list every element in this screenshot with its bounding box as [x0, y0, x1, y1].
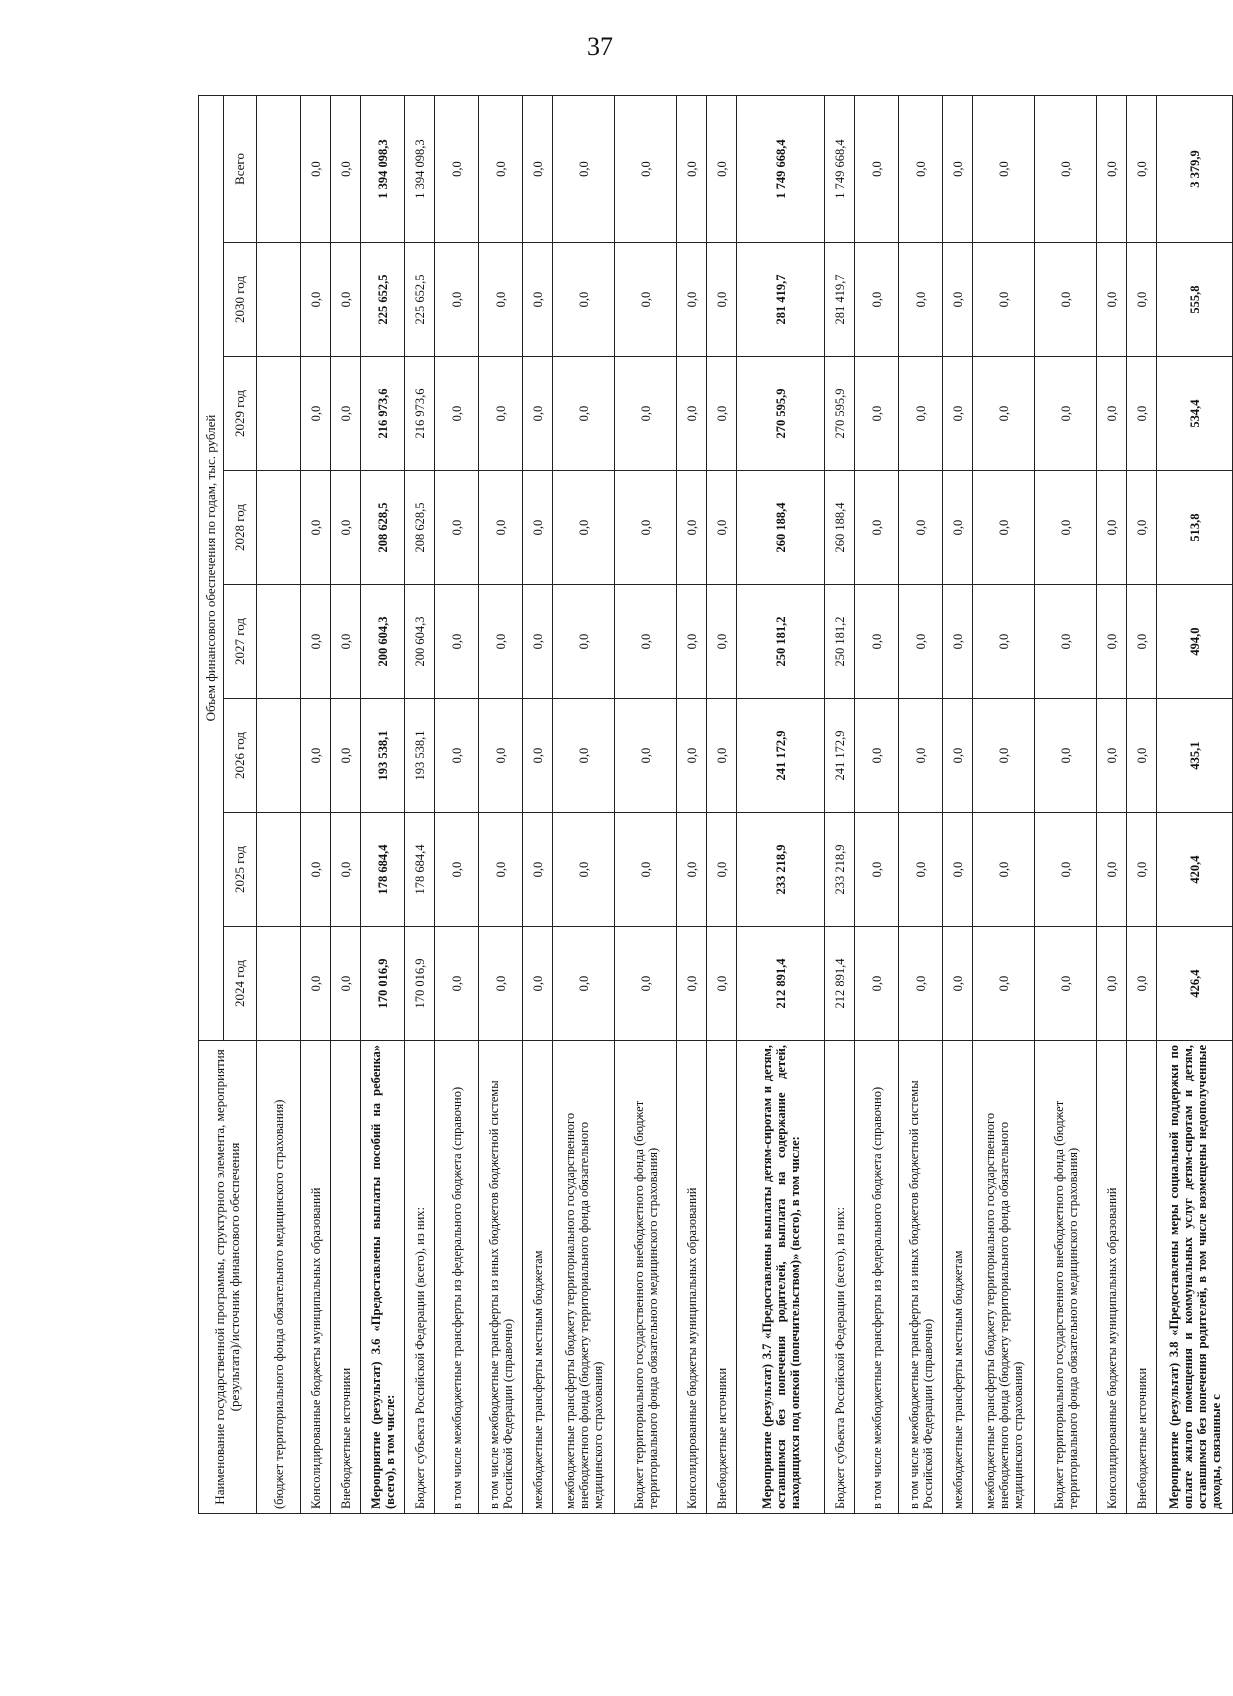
row-label: Бюджет территориального государственного внебюджетного фонда (бюджет территориального фонда обязательного медицинского страхования): [1035, 1041, 1097, 1514]
row-value: 0,0: [301, 927, 331, 1041]
row-value: 0,0: [1097, 813, 1127, 927]
table-row: [1035, 95, 1097, 1513]
row-value: 0,0: [331, 699, 361, 813]
table-row: [899, 95, 943, 1513]
row-value: 0,0: [435, 927, 479, 1041]
row-label: межбюджетные трансферты бюджету территориального государственного внебюджетного фонда (бюджету территориального фонда обязательного медицинского страхования): [973, 1041, 1035, 1514]
table-row: [615, 95, 677, 1513]
row-value: 0,0: [523, 927, 553, 1041]
row-value: 0,0: [331, 813, 361, 927]
row-label: Бюджет субъекта Российской Федерации (всего), из них:: [825, 1041, 855, 1514]
row-value: 0,0: [899, 699, 943, 813]
row-value: 0,0: [943, 585, 973, 699]
table-row: [1127, 95, 1157, 1513]
row-value: 0,0: [301, 585, 331, 699]
row-value: 0,0: [479, 95, 523, 242]
row-value: 0,0: [899, 95, 943, 242]
row-value: 0,0: [1097, 471, 1127, 585]
row-label: в том числе межбюджетные трансферты из федерального бюджета (справочно): [855, 1041, 899, 1514]
row-value: 0,0: [615, 471, 677, 585]
table-row: [855, 95, 899, 1513]
table-row: [435, 95, 479, 1513]
row-value: 0,0: [1127, 95, 1157, 242]
row-value: 1 749 668,4: [825, 95, 855, 242]
row-label: Консолидированные бюджеты муниципальных образований: [1097, 1041, 1127, 1514]
row-value: 0,0: [1035, 357, 1097, 471]
row-value: 281 419,7: [825, 243, 855, 357]
row-value: 0,0: [1127, 357, 1157, 471]
row-value: 260 188,4: [825, 471, 855, 585]
row-value: 208 628,5: [361, 471, 405, 585]
row-label: Мероприятие (результат) 3.6 «Предоставлены выплаты пособий на ребенка» (всего), в том числе:: [361, 1041, 405, 1514]
row-value: 200 604,3: [405, 585, 435, 699]
table-row: [737, 95, 825, 1513]
row-value: 0,0: [1035, 813, 1097, 927]
header-year: 2030 год: [224, 243, 257, 357]
row-value: 270 595,9: [825, 357, 855, 471]
row-value: 0,0: [899, 927, 943, 1041]
header-year: 2027 год: [224, 585, 257, 699]
row-value: 0,0: [435, 471, 479, 585]
row-value: 0,0: [301, 699, 331, 813]
row-value: 0,0: [331, 585, 361, 699]
row-value: 0,0: [1097, 585, 1127, 699]
row-value: 0,0: [973, 357, 1035, 471]
table-row: [943, 95, 973, 1513]
row-label: Консолидированные бюджеты муниципальных образований: [677, 1041, 707, 1514]
row-value: 0,0: [943, 95, 973, 242]
row-value: 0,0: [943, 927, 973, 1041]
row-value: 0,0: [943, 357, 973, 471]
row-value: 0,0: [1127, 585, 1157, 699]
row-value: 0,0: [899, 357, 943, 471]
row-value: 0,0: [553, 585, 615, 699]
row-value: 225 652,5: [361, 243, 405, 357]
row-value: 0,0: [301, 813, 331, 927]
row-value: 0,0: [523, 95, 553, 242]
row-value: 0,0: [899, 813, 943, 927]
row-value: 0,0: [677, 813, 707, 927]
row-value: 0,0: [615, 699, 677, 813]
row-value: 426,4: [1157, 927, 1233, 1041]
row-value: 0,0: [973, 813, 1035, 927]
row-value: 0,0: [479, 471, 523, 585]
row-value: 0,0: [479, 813, 523, 927]
row-value: 0,0: [1127, 813, 1157, 927]
row-value: 0,0: [523, 585, 553, 699]
row-value: 212 891,4: [825, 927, 855, 1041]
rotated-table-frame: [198, 96, 1223, 1514]
row-value: 0,0: [435, 243, 479, 357]
row-label: Внебюджетные источники: [1127, 1041, 1157, 1514]
row-value: [257, 927, 301, 1041]
row-value: 0,0: [973, 927, 1035, 1041]
budget-table: [198, 95, 1233, 1514]
row-value: 435,1: [1157, 699, 1233, 813]
row-value: 241 172,9: [825, 699, 855, 813]
row-value: 0,0: [943, 471, 973, 585]
row-value: 233 218,9: [825, 813, 855, 927]
row-label: в том числе межбюджетные трансферты из иных бюджетов бюджетной системы Российской Федерации (справочно): [479, 1041, 523, 1514]
row-value: 0,0: [615, 95, 677, 242]
row-value: 0,0: [553, 357, 615, 471]
row-value: 0,0: [943, 243, 973, 357]
row-value: 0,0: [1097, 95, 1127, 242]
row-value: 0,0: [1035, 585, 1097, 699]
row-value: 420,4: [1157, 813, 1233, 927]
header-year: 2028 год: [224, 471, 257, 585]
row-value: 0,0: [331, 927, 361, 1041]
header-name-column: Наименование государственной программы, структурного элемента, мероприятия (результата)/источник финансового обеспечения: [199, 1041, 257, 1514]
row-value: 0,0: [301, 357, 331, 471]
row-value: 1 394 098,3: [405, 95, 435, 242]
row-value: 0,0: [615, 585, 677, 699]
row-label: Внебюджетные источники: [331, 1041, 361, 1514]
row-value: 0,0: [1035, 699, 1097, 813]
row-value: 0,0: [677, 585, 707, 699]
row-value: 0,0: [523, 699, 553, 813]
table-row: [553, 95, 615, 1513]
row-value: 0,0: [707, 585, 737, 699]
row-value: 0,0: [707, 357, 737, 471]
row-value: 0,0: [899, 243, 943, 357]
row-value: 0,0: [331, 471, 361, 585]
row-value: 200 604,3: [361, 585, 405, 699]
table-body: [257, 95, 1233, 1513]
row-value: 0,0: [435, 813, 479, 927]
row-label: Мероприятие (результат) 3.7 «Предоставлены выплаты детям-сиротам и детям, оставшимся без попечения родителей, выплата на содержание детей, находящихся под опекой (попечительством)» (всего), в том числе:: [737, 1041, 825, 1514]
row-value: 0,0: [855, 95, 899, 242]
row-value: 0,0: [435, 699, 479, 813]
row-value: 0,0: [677, 357, 707, 471]
row-value: 250 181,2: [825, 585, 855, 699]
row-value: [257, 95, 301, 242]
row-value: 534,4: [1157, 357, 1233, 471]
row-value: 0,0: [1035, 927, 1097, 1041]
row-value: 216 973,6: [405, 357, 435, 471]
row-label: межбюджетные трансферты местным бюджетам: [523, 1041, 553, 1514]
row-value: 0,0: [1035, 95, 1097, 242]
row-value: 0,0: [1127, 699, 1157, 813]
row-value: [257, 471, 301, 585]
row-value: 0,0: [677, 95, 707, 242]
row-value: 0,0: [615, 357, 677, 471]
row-value: 0,0: [1127, 243, 1157, 357]
row-value: 0,0: [479, 243, 523, 357]
row-value: 0,0: [677, 927, 707, 1041]
header-volume: Объем финансового обеспечения по годам, тыс. рублей: [199, 95, 224, 1040]
row-value: 170 016,9: [361, 927, 405, 1041]
row-label: в том числе межбюджетные трансферты из федерального бюджета (справочно): [435, 1041, 479, 1514]
row-value: 0,0: [331, 95, 361, 242]
row-value: 0,0: [1035, 471, 1097, 585]
table-row: [257, 95, 301, 1513]
row-value: 0,0: [707, 927, 737, 1041]
row-value: 513,8: [1157, 471, 1233, 585]
row-value: 193 538,1: [405, 699, 435, 813]
table-row: [479, 95, 523, 1513]
row-value: 0,0: [553, 813, 615, 927]
table-row: [707, 95, 737, 1513]
row-label: (бюджет территориального фонда обязательного медицинского страхования): [257, 1041, 301, 1514]
row-value: 0,0: [707, 699, 737, 813]
row-value: 0,0: [523, 813, 553, 927]
row-value: 0,0: [479, 927, 523, 1041]
row-value: 0,0: [1097, 357, 1127, 471]
row-value: 0,0: [615, 243, 677, 357]
row-value: 0,0: [435, 585, 479, 699]
row-value: 0,0: [899, 585, 943, 699]
row-value: 233 218,9: [737, 813, 825, 927]
row-value: 3 379,9: [1157, 95, 1233, 242]
row-value: 1 394 098,3: [361, 95, 405, 242]
row-value: 0,0: [553, 699, 615, 813]
row-value: 494,0: [1157, 585, 1233, 699]
header-year: 2025 год: [224, 813, 257, 927]
table-row: [301, 95, 331, 1513]
row-value: 1 749 668,4: [737, 95, 825, 242]
row-label: межбюджетные трансферты местным бюджетам: [943, 1041, 973, 1514]
row-value: 0,0: [1127, 471, 1157, 585]
row-value: 0,0: [553, 95, 615, 242]
table-row: [361, 95, 405, 1513]
row-value: 0,0: [973, 699, 1035, 813]
row-value: 0,0: [973, 585, 1035, 699]
row-value: 170 016,9: [405, 927, 435, 1041]
row-value: 225 652,5: [405, 243, 435, 357]
row-value: 0,0: [331, 357, 361, 471]
row-value: 216 973,6: [361, 357, 405, 471]
row-value: 0,0: [331, 243, 361, 357]
header-year: Всего: [224, 95, 257, 242]
row-label: Внебюджетные источники: [707, 1041, 737, 1514]
row-value: 178 684,4: [405, 813, 435, 927]
row-value: 0,0: [435, 95, 479, 242]
row-value: 0,0: [677, 243, 707, 357]
row-value: 0,0: [479, 357, 523, 471]
header-row-top: [199, 95, 224, 1513]
row-label: Консолидированные бюджеты муниципальных образований: [301, 1041, 331, 1514]
row-value: 0,0: [855, 699, 899, 813]
row-value: 193 538,1: [361, 699, 405, 813]
row-label: в том числе межбюджетные трансферты из иных бюджетов бюджетной системы Российской Федерации (справочно): [899, 1041, 943, 1514]
row-value: 0,0: [1127, 927, 1157, 1041]
row-value: 178 684,4: [361, 813, 405, 927]
row-value: [257, 699, 301, 813]
row-value: [257, 813, 301, 927]
row-value: 0,0: [943, 699, 973, 813]
row-label: Мероприятие (результат) 3.8 «Предоставлены меры социальной поддержки по оплате жилого помещения и коммунальных услуг детям-сиротам и детям, оставшимся без попечения родителей, в том числе возмещены недополученные доходы, связанные с: [1157, 1041, 1233, 1514]
row-value: 0,0: [855, 927, 899, 1041]
row-label: Бюджет территориального государственного внебюджетного фонда (бюджет территориального фонда обязательного медицинского страхования): [615, 1041, 677, 1514]
rotated-content: [198, 96, 1223, 1514]
row-value: 0,0: [479, 585, 523, 699]
row-value: 0,0: [899, 471, 943, 585]
page-number: 37: [587, 32, 613, 61]
table-row: [523, 95, 553, 1513]
row-value: 0,0: [1035, 243, 1097, 357]
row-value: [257, 357, 301, 471]
row-label: Бюджет субъекта Российской Федерации (всего), из них:: [405, 1041, 435, 1514]
row-label: межбюджетные трансферты бюджету территориального государственного внебюджетного фонда (бюджету территориального фонда обязательного медицинского страхования): [553, 1041, 615, 1514]
table-row: [973, 95, 1035, 1513]
table-row: [1157, 95, 1233, 1513]
row-value: 0,0: [523, 357, 553, 471]
row-value: 270 595,9: [737, 357, 825, 471]
row-value: 0,0: [707, 95, 737, 242]
table-row: [825, 95, 855, 1513]
row-value: 0,0: [855, 813, 899, 927]
row-value: [257, 243, 301, 357]
row-value: 281 419,7: [737, 243, 825, 357]
row-value: 0,0: [301, 95, 331, 242]
row-value: 0,0: [677, 471, 707, 585]
row-value: 0,0: [973, 95, 1035, 242]
header-year: 2029 год: [224, 357, 257, 471]
row-value: 0,0: [553, 243, 615, 357]
row-value: 0,0: [677, 699, 707, 813]
row-value: 0,0: [1097, 927, 1127, 1041]
row-value: 212 891,4: [737, 927, 825, 1041]
row-value: 0,0: [1097, 699, 1127, 813]
row-value: 260 188,4: [737, 471, 825, 585]
row-value: 0,0: [707, 813, 737, 927]
row-value: 0,0: [855, 243, 899, 357]
row-value: 241 172,9: [737, 699, 825, 813]
row-value: 0,0: [1097, 243, 1127, 357]
table-row: [1097, 95, 1127, 1513]
row-value: 0,0: [553, 927, 615, 1041]
row-value: 555,8: [1157, 243, 1233, 357]
row-value: 0,0: [855, 357, 899, 471]
row-value: 0,0: [301, 471, 331, 585]
row-value: 208 628,5: [405, 471, 435, 585]
row-value: 0,0: [943, 813, 973, 927]
row-value: 0,0: [479, 699, 523, 813]
row-value: 0,0: [973, 243, 1035, 357]
row-value: 0,0: [707, 243, 737, 357]
row-value: 0,0: [301, 243, 331, 357]
row-value: 0,0: [973, 471, 1035, 585]
row-value: 0,0: [523, 243, 553, 357]
header-year: 2024 год: [224, 927, 257, 1041]
row-value: 0,0: [553, 471, 615, 585]
row-value: 0,0: [615, 927, 677, 1041]
row-value: 0,0: [855, 585, 899, 699]
header-year: 2026 год: [224, 699, 257, 813]
row-value: 250 181,2: [737, 585, 825, 699]
table-row: [677, 95, 707, 1513]
row-value: [257, 585, 301, 699]
row-value: 0,0: [855, 471, 899, 585]
table-row: [331, 95, 361, 1513]
row-value: 0,0: [435, 357, 479, 471]
row-value: 0,0: [707, 471, 737, 585]
row-value: 0,0: [523, 471, 553, 585]
table-row: [405, 95, 435, 1513]
row-value: 0,0: [615, 813, 677, 927]
